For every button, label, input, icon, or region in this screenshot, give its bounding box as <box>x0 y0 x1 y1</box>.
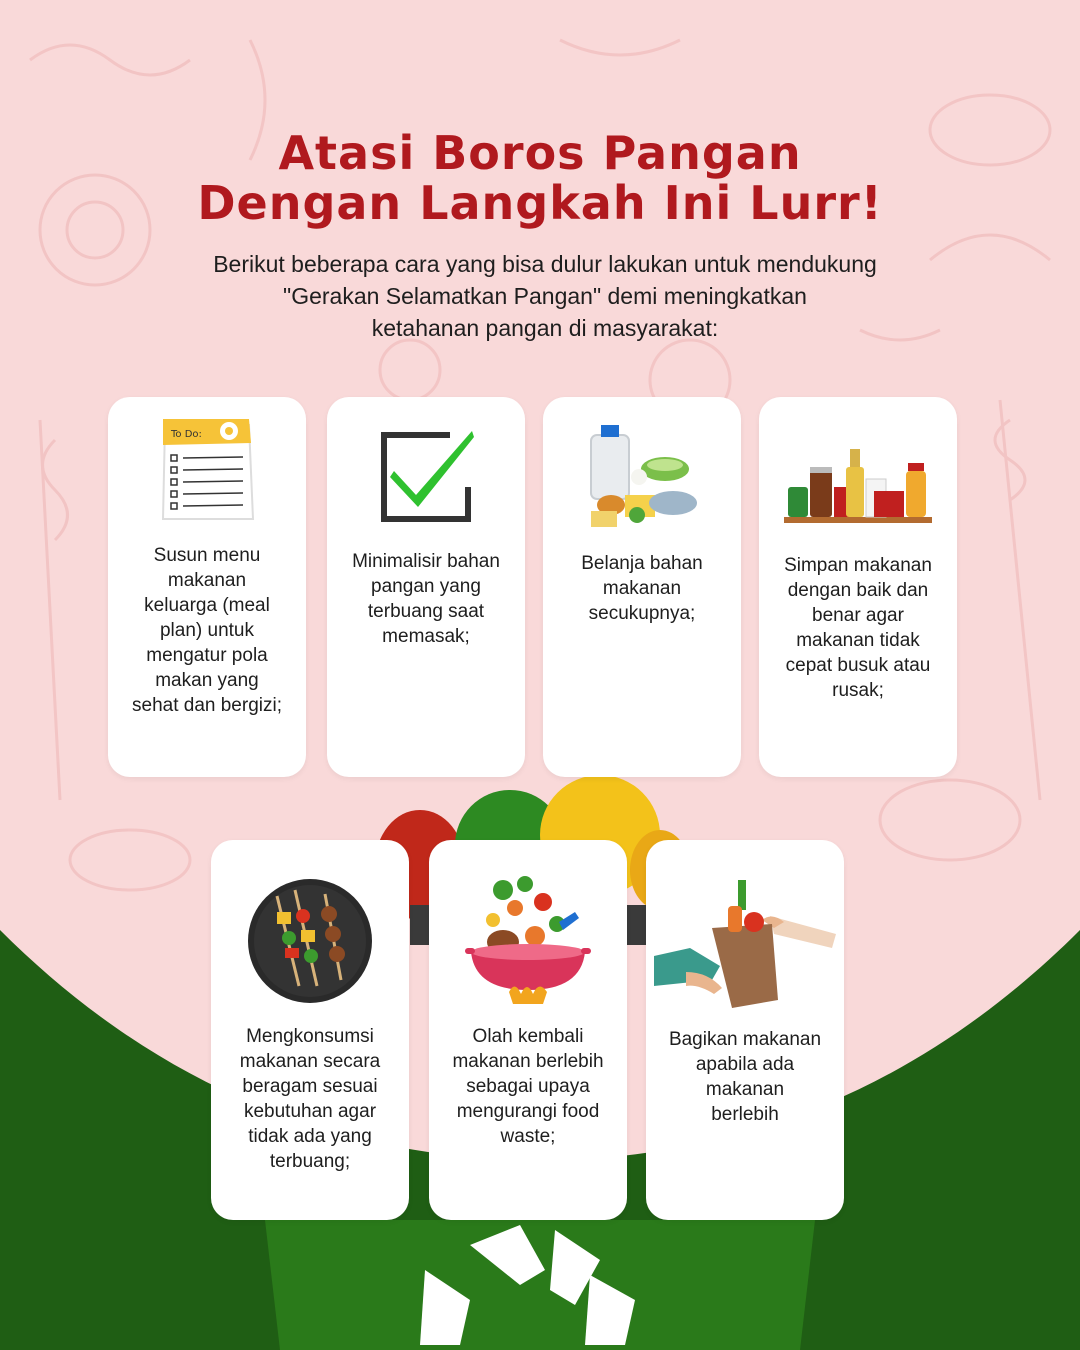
groceries-icon <box>543 421 741 533</box>
checkbox-icon <box>327 427 525 523</box>
step-label-5: Mengkonsumsi makanan secara beragam sesuai kebutuhan agar tidak ada yang terbuang; <box>239 1026 381 1172</box>
step-card-5 <box>211 840 409 1220</box>
intro-text <box>150 248 940 344</box>
step-label-1: Susun menu makanan keluarga (meal plan) untuk mengatur pola makan yang sehat dan bergizi; <box>132 545 282 716</box>
intro-line-1: Berikut beberapa cara yang bisa dulur lakukan untuk mendukung <box>213 251 877 277</box>
title-line-1: Atasi Boros Pangan <box>278 126 802 180</box>
title-line-2: Dengan Langkah Ini Lurr! <box>197 176 883 230</box>
step-card-4 <box>759 397 957 777</box>
page-title <box>0 128 1080 228</box>
step-label-4: Simpan makanan dengan baik dan benar agar makanan tidak cepat busuk atau rusak; <box>784 555 932 701</box>
skewers-plate-icon <box>211 876 409 1006</box>
step-card-6 <box>429 840 627 1220</box>
cooking-pot-icon <box>429 872 627 1008</box>
pantry-shelf-icon <box>759 447 957 531</box>
step-card-7 <box>646 840 844 1220</box>
step-label-7: Bagikan makanan apabila ada makanan berlebih <box>668 1029 822 1125</box>
step-card-1 <box>108 397 306 777</box>
step-card-3 <box>543 397 741 777</box>
intro-line-3: ketahanan pangan di masyarakat: <box>371 315 719 341</box>
sharing-bag-icon <box>646 876 844 1012</box>
step-label-2: Minimalisir bahan pangan yang terbuang saat memasak; <box>352 551 500 647</box>
intro-line-2: "Gerakan Selamatkan Pangan" demi meningkatkan <box>283 283 807 309</box>
step-card-2 <box>327 397 525 777</box>
svg-text:To Do:: To Do: <box>171 429 202 440</box>
todo-list-icon <box>108 415 306 523</box>
step-label-6: Olah kembali makanan berlebih sebagai upaya mengurangi food waste; <box>452 1026 604 1147</box>
step-label-3: Belanja bahan makanan secukupnya; <box>581 553 703 624</box>
